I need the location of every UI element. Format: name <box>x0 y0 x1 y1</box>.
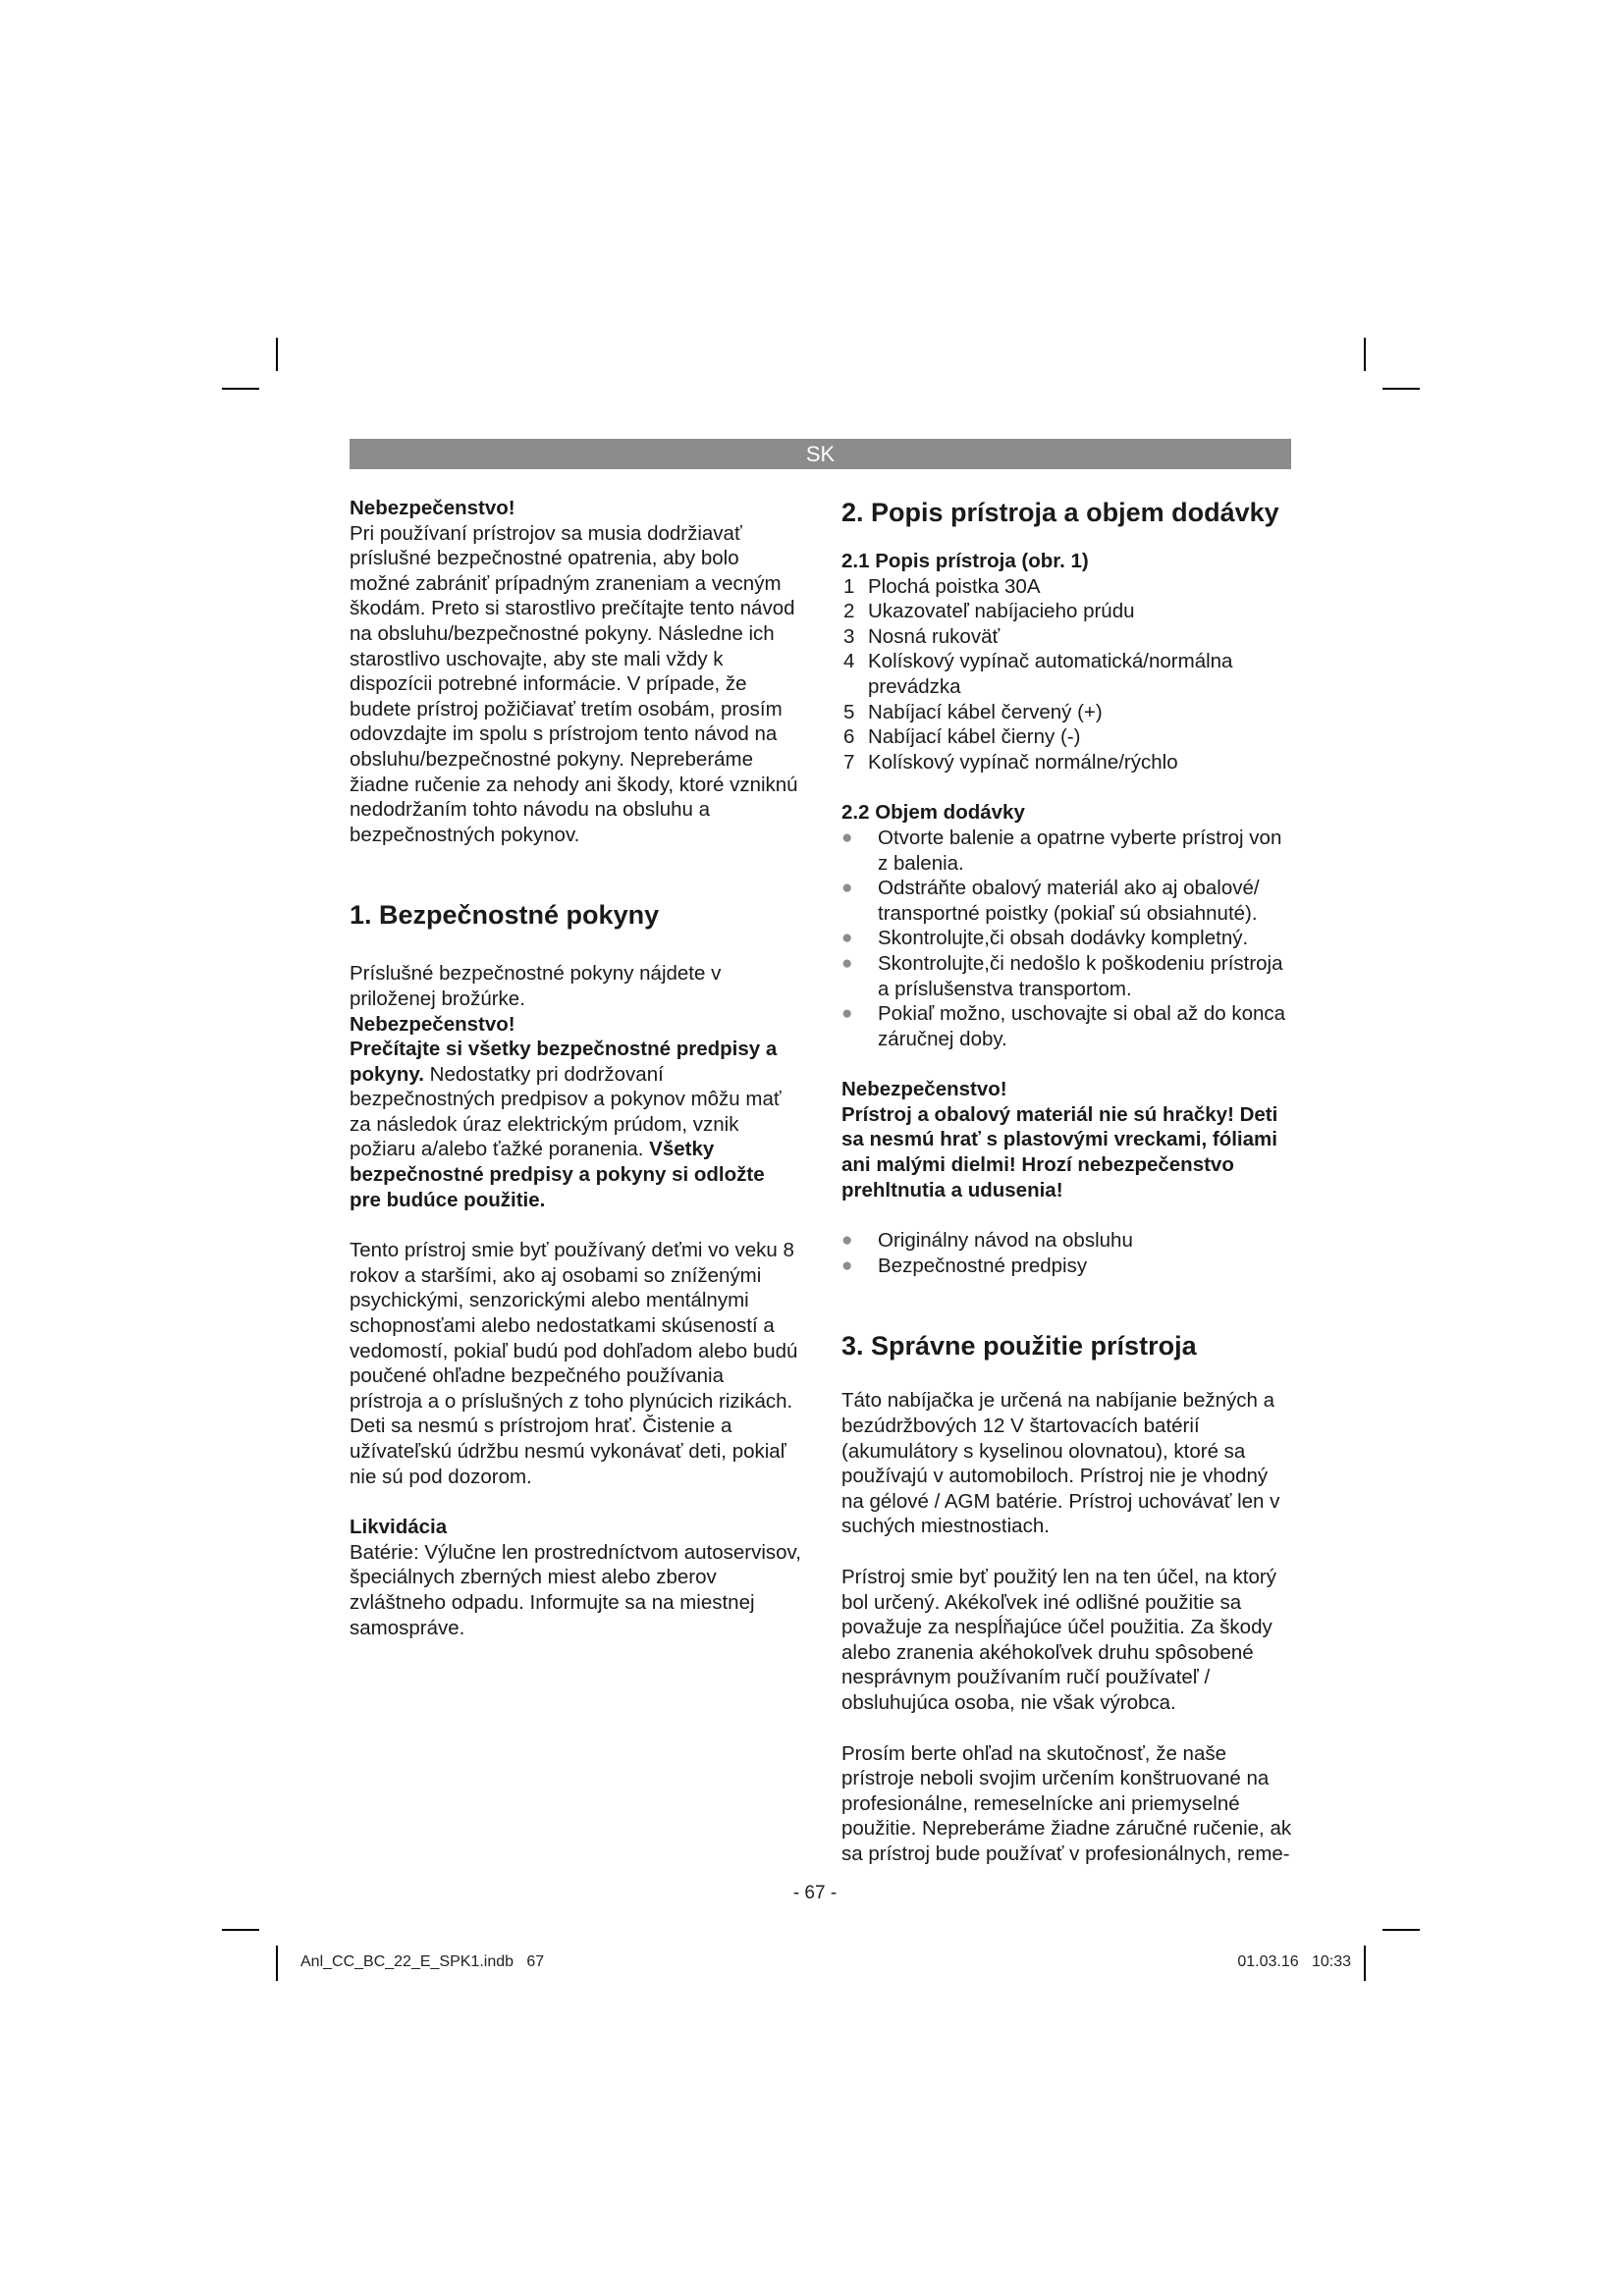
item-text: Otvorte balenie a opatrne vyberte prístroj von z balenia. <box>878 826 1282 875</box>
item-text: Plochá poistka 30A <box>868 574 1041 598</box>
section-1-warning-paragraph <box>350 1037 801 1212</box>
warning-title: Nebezpečenstvo! <box>350 497 515 519</box>
item-text: Skontrolujte,či obsah dodávky kompletný. <box>878 927 1249 950</box>
left-column <box>350 496 801 1640</box>
item-text: Kolískový vypínač normálne/rýchlo <box>868 750 1178 774</box>
crop-mark <box>1364 1946 1366 1981</box>
item-text: Pokiaľ možno, uschovajte si obal až do konca záručnej doby. <box>878 1002 1286 1050</box>
list-item <box>841 599 1293 624</box>
bullet-icon: ● <box>841 1230 853 1252</box>
list-item <box>841 624 1293 650</box>
page-number: - 67 - <box>792 1883 838 1903</box>
item-text: Originálny návod na obsluhu <box>878 1229 1133 1253</box>
bullet-icon: ● <box>841 952 853 974</box>
section-1-intro: Príslušné bezpečnostné pokyny nájdete v priloženej brožúrke. <box>350 962 722 1010</box>
section-2-2-title: 2.2 Objem dodávky <box>841 801 1025 825</box>
list-item <box>841 876 1293 926</box>
item-number: 2 <box>843 600 855 623</box>
list-item <box>841 951 1293 1001</box>
item-number: 5 <box>843 700 855 723</box>
section-3-title: 3. Správne použitie prístroja <box>841 1331 1197 1362</box>
language-header-bar <box>350 439 1291 469</box>
item-text: Ukazovateľ nabíjacieho prúdu <box>868 600 1135 623</box>
item-text: Nabíjací kábel červený (+) <box>868 700 1103 723</box>
item-text: Bezpečnostné predpisy <box>878 1254 1088 1277</box>
parts-list <box>841 574 1293 775</box>
crop-mark <box>1382 388 1420 390</box>
section-3-paragraph-2: Prístroj smie byť použitý len na ten účel, na ktorý bol určený. Akékoľvek iné odlišné použitie sa považuje za nespĺňajúce účel použitia. Za škody alebo zranenia akéhokoľvek druhu spôsobené nesprávnym používaním ručí používateľ / obsluhujúca osoba, nie však výrobca. <box>841 1566 1276 1714</box>
item-number: 4 <box>843 650 855 673</box>
right-column <box>841 496 1293 1867</box>
list-item <box>841 1254 1293 1279</box>
list-item <box>841 1228 1293 1254</box>
item-number: 6 <box>843 725 855 749</box>
crop-mark <box>276 1946 278 1981</box>
footer-file-name: Anl_CC_BC_22_E_SPK1.indb 67 <box>300 1953 545 1970</box>
documents-list <box>841 1228 1293 1278</box>
item-text: Skontrolujte,či nedošlo k poškodeniu prístroja a príslušenstva transportom. <box>878 951 1283 1000</box>
list-item <box>841 574 1293 600</box>
bullet-icon: ● <box>841 1255 853 1276</box>
item-text: Nabíjací kábel čierny (-) <box>868 725 1081 749</box>
section-3-paragraph-1: Táto nabíjačka je určená na nabíjanie bežných a bezúdržbových 12 V štartovacích batérií (akumulátory s kyselinou olovnatou), ktoré sa používajú v automobiloch. Prístroj nie je vhodný na gélové / AGM batérie. Prístroj uchovávať len v suchých miestnostiach. <box>841 1389 1280 1538</box>
warning-text: Nedostatky pri dodržovaní bezpečnostných predpisov a pokynov môžu mať za následok úraz elektrickým prúdom, vznik požiaru a/alebo ťažké poranenia. <box>350 1062 782 1161</box>
delivery-list <box>841 826 1293 1051</box>
item-text: Nosná rukoväť <box>868 624 1001 648</box>
warning-bold-tail: Všetky bezpečnostné predpisy a pokyny si odložte pre budúce použitie. <box>350 1138 765 1211</box>
item-number: 7 <box>843 750 855 774</box>
warning-body: Pri používaní prístrojov sa musia dodržiavať príslušné bezpečnostné opatrenia, aby bolo možné zabrániť prípadným zraneniam a vecným škodám. Preto si starostlivo prečítajte tento návod na obsluhu/bezpečnostné pokyny. Následne ich starostlivo uschovajte, aby ste mali vždy k dispozícii potrebné informácie. V prípade, že budete prístroj požičiavať tretím osobám, prosím odovzdajte im spolu s prístrojom tento návod na obsluhu/bezpečnostné pokyny. Nepreberáme žiadne ručenie za nehody ani škody, ktoré vzniknú nedodržaním tohto návodu na obsluhu a bezpečnostných pokynov. <box>350 521 798 846</box>
children-usage-paragraph: Tento prístroj smie byť používaný deťmi vo veku 8 rokov a staršími, ako aj osobami so zníženými psychickými, senzorickými alebo mentálnymi schopnosťami alebo nedostatkami skúseností a vedomostí, pokiaľ budú pod dohľadom alebo budú poučené ohľadne bezpečného používania prístroja a o príslušných z toho plynúcich rizikách. Deti sa nesmú s prístrojom hrať. Čistenie a užívateľskú údržbu nesmú vykonávať deti, pokiaľ nie sú pod dozorom. <box>350 1239 798 1488</box>
section-3-paragraph-3: Prosím berte ohľad na skutočnosť, že naše prístroje neboli svojim určením konštruované na profesionálne, remeselnícke ani priemyselné použitie. Nepreberáme žiadne záručné ručenie, ak sa prístroj bude používať v profesionálnych, reme- <box>841 1741 1292 1865</box>
list-item <box>841 649 1293 699</box>
bullet-icon: ● <box>841 827 853 848</box>
item-number: 3 <box>843 624 855 648</box>
footer-date-time: 01.03.16 10:33 <box>1237 1953 1351 1970</box>
item-text: Kolískový vypínač automatická/normálna prevádzka <box>868 650 1233 698</box>
crop-mark <box>1382 1929 1420 1931</box>
item-text: Odstráňte obalový materiál ako aj obalové/ transportné poistky (pokiaľ sú obsiahnuté). <box>878 877 1260 925</box>
bullet-icon: ● <box>841 878 853 899</box>
item-number: 1 <box>843 574 855 598</box>
list-item <box>841 724 1293 750</box>
crop-mark <box>222 1929 259 1931</box>
section-2-warning-text: Prístroj a obalový materiál nie sú hračky! Deti sa nesmú hrať s plastovými vreckami, fóliami ani malými dielmi! Hrozí nebezpečenstvo prehltnutia a udusenia! <box>841 1102 1278 1201</box>
list-item <box>841 700 1293 725</box>
disposal-body: Batérie: Výlučne len prostredníctvom autoservisov, špeciálnych zberných miest alebo zberov zvláštneho odpadu. Informujte sa na miestnej samospráve. <box>350 1540 801 1639</box>
list-item <box>841 750 1293 775</box>
section-2-title: 2. Popis prístroja a objem dodávky <box>841 498 1279 527</box>
disposal-title: Likvidácia <box>350 1516 448 1539</box>
section-1-warning-label: Nebezpečenstvo! <box>350 1012 515 1036</box>
list-item <box>841 926 1293 951</box>
list-item <box>841 826 1293 876</box>
section-2-1-title: 2.1 Popis prístroja (obr. 1) <box>841 550 1089 572</box>
crop-mark <box>276 338 278 371</box>
warning-bold-lead: Prečítajte si všetky bezpečnostné predpisy a pokyny. <box>350 1038 778 1086</box>
crop-mark <box>1364 338 1366 371</box>
section-1-title: 1. Bezpečnostné pokyny <box>350 900 660 931</box>
section-2-warning-label: Nebezpečenstvo! <box>841 1078 1007 1101</box>
bullet-icon: ● <box>841 928 853 949</box>
crop-mark <box>222 388 259 390</box>
language-code: SK <box>805 442 836 466</box>
bullet-icon: ● <box>841 1003 853 1025</box>
list-item <box>841 1001 1293 1051</box>
